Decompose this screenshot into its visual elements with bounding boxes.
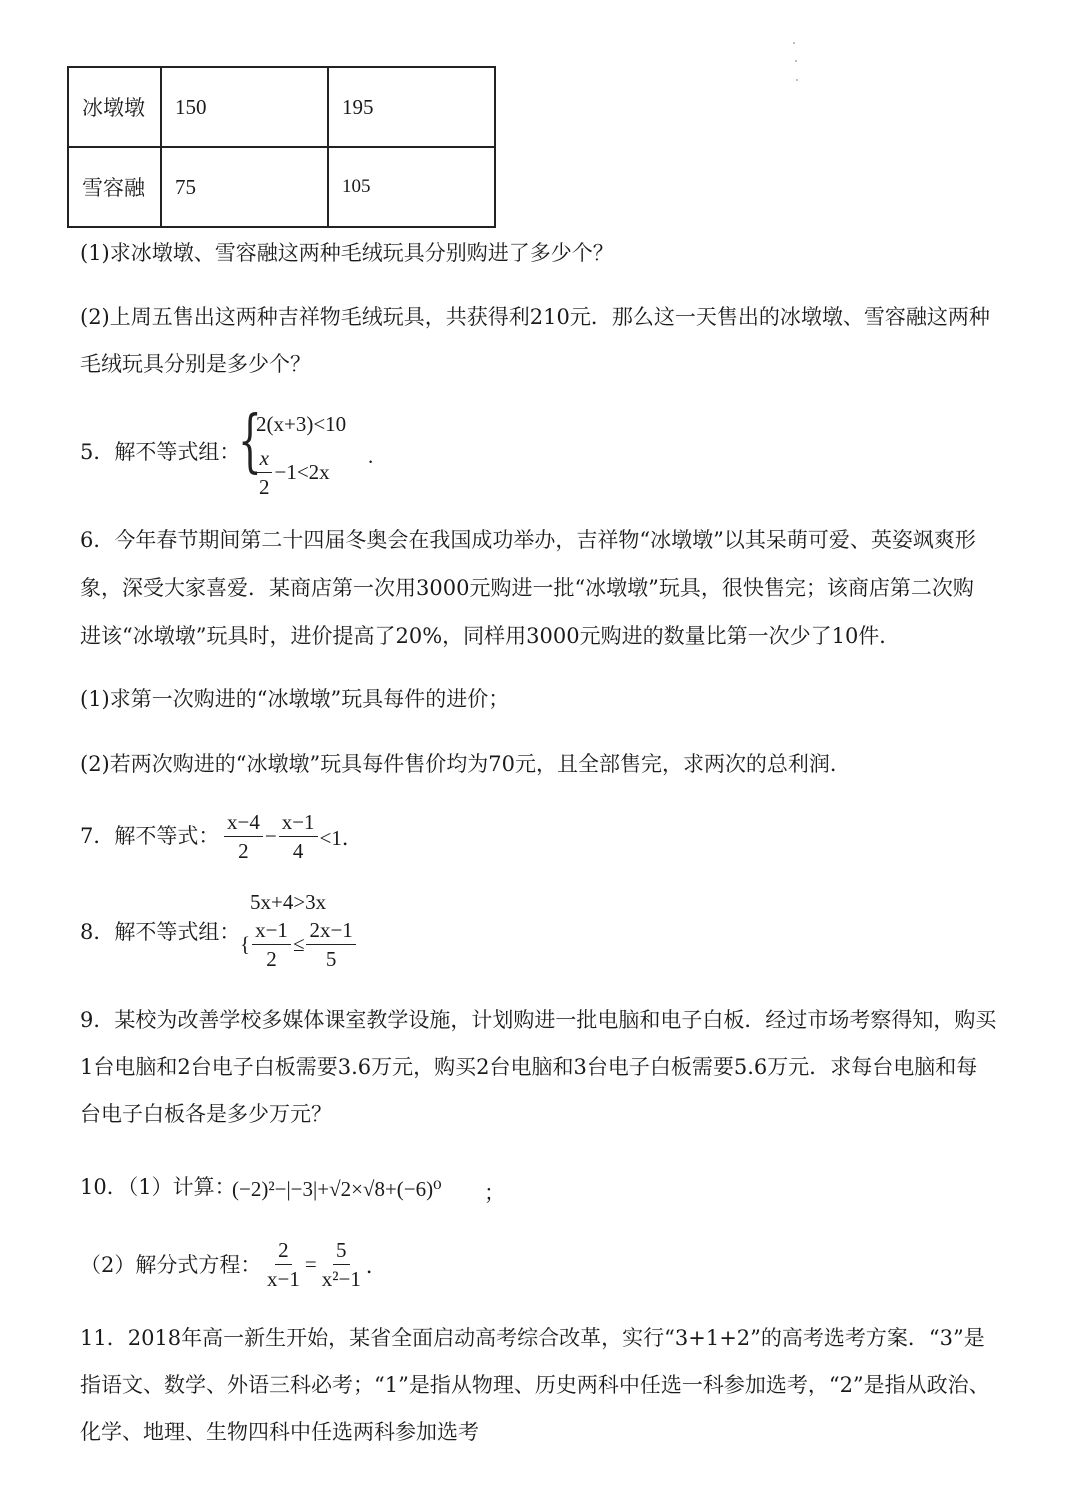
q8-inequality-1: 5x+4>3x	[250, 890, 327, 914]
table-cell-value: 195	[328, 67, 495, 147]
table-row	[68, 147, 495, 227]
table-row	[68, 67, 495, 147]
q7-expression: $\frac{x-4}{2}$ − $\frac{x-1}{4}$ <1．	[222, 810, 363, 863]
fraction: $\frac{x-1}{2}$	[252, 918, 291, 971]
q10-end-1: ；	[484, 1181, 505, 1205]
q5-end: .	[368, 444, 374, 468]
q4-part1: (1)求冰墩墩、雪容融这两种毛绒玩具分别购进了多少个？	[80, 241, 614, 265]
q10-equation: $\frac{2}{x-1}$ = $\frac{5}{\text{x²−1}}$ ．	[262, 1238, 387, 1291]
q11-line1: 11．2018年高一新生开始，某省全面启动高考综合改革，实行“3+1+2”的高考选考方案．“3”是	[80, 1326, 985, 1350]
brace-icon: {	[238, 402, 262, 481]
q6-part2: (2)若两次购进的“冰墩墩”玩具每件售价均为70元，且全部售完，求两次的总利润．	[80, 752, 851, 776]
fraction: $\frac{x}{2}$	[256, 446, 273, 499]
scan-dot	[793, 42, 795, 44]
q6-part1: (1)求第一次购进的“冰墩墩”玩具每件的进价；	[80, 687, 510, 711]
fraction: $\frac{2}{x-1}$	[267, 1238, 300, 1292]
table-cell-value: 75	[161, 147, 328, 227]
q5-inequality-1: 2(x+3)<10	[256, 412, 347, 436]
q8-label: 8．解不等式组：	[80, 920, 241, 944]
q7-label: 7．解不等式：	[80, 824, 220, 848]
fraction: $\frac{2x-1}{5}$	[306, 918, 355, 971]
q9-line3: 台电子白板各是多少万元？	[80, 1102, 332, 1126]
scan-dot	[795, 60, 797, 62]
q9-line1: 9．某校为改善学校多媒体课室教学设施，计划购进一批电脑和电子白板．经过市场考察得知，购买	[80, 1008, 997, 1032]
q11-line3: 化学、地理、生物四科中任选两科参加选考	[80, 1420, 479, 1444]
q10-expression: (−2)²−|−3|+√2×√8+(−6)⁰	[232, 1177, 442, 1201]
q5-label: 5．解不等式组：	[80, 440, 241, 464]
q6-line1: 6．今年春节期间第二十四届冬奥会在我国成功举办，吉祥物“冰墩墩”以其呆萌可爱、英姿飒爽形	[80, 528, 976, 552]
q4-part2-line1: (2)上周五售出这两种吉祥物毛绒玩具，共获得利210元．那么这一天售出的冰墩墩、雪容融这两种	[80, 305, 990, 329]
fraction: $\frac{x-4}{2}$	[224, 810, 263, 863]
q10-label-2: （2）解分式方程：	[80, 1253, 262, 1277]
q6-line2: 象，深受大家喜爱．某商店第一次用3000元购进一批“冰墩墩”玩具，很快售完；该商店第二次购	[80, 576, 974, 600]
table-cell-value: 150	[161, 67, 328, 147]
q8-inequality-2: { $\frac{x-1}{2}$ ≤ $\frac{2x-1}{5}$	[240, 918, 358, 971]
fraction: $\frac{5}{\text{x²−1}}$	[321, 1238, 361, 1292]
q9-line2: 1台电脑和2台电子白板需要3.6万元，购买2台电脑和3台电子白板需要5.6万元．求每台电脑和每	[80, 1055, 978, 1079]
fraction: $\frac{x-1}{4}$	[279, 810, 318, 863]
price-table	[67, 66, 496, 228]
table-cell-name: 雪容融	[68, 147, 161, 227]
table-cell-value: 105	[328, 147, 495, 227]
q6-line3: 进该“冰墩墩”玩具时，进价提高了20%，同样用3000元购进的数量比第一次少了10件．	[80, 624, 901, 648]
scan-dot	[796, 79, 798, 81]
q5-inequality-2: $\frac{x}{2}$ −1<2x	[254, 446, 330, 499]
table-cell-name: 冰墩墩	[68, 67, 161, 147]
q4-part2-line2: 毛绒玩具分别是多少个？	[80, 352, 311, 376]
q10-label-1: 10．（1）计算：	[80, 1175, 236, 1199]
brace-icon: {	[240, 932, 251, 957]
q11-line2: 指语文、数学、外语三科必考；“1”是指从物理、历史两科中任选一科参加选考，“2”是指从政治、	[80, 1373, 990, 1397]
